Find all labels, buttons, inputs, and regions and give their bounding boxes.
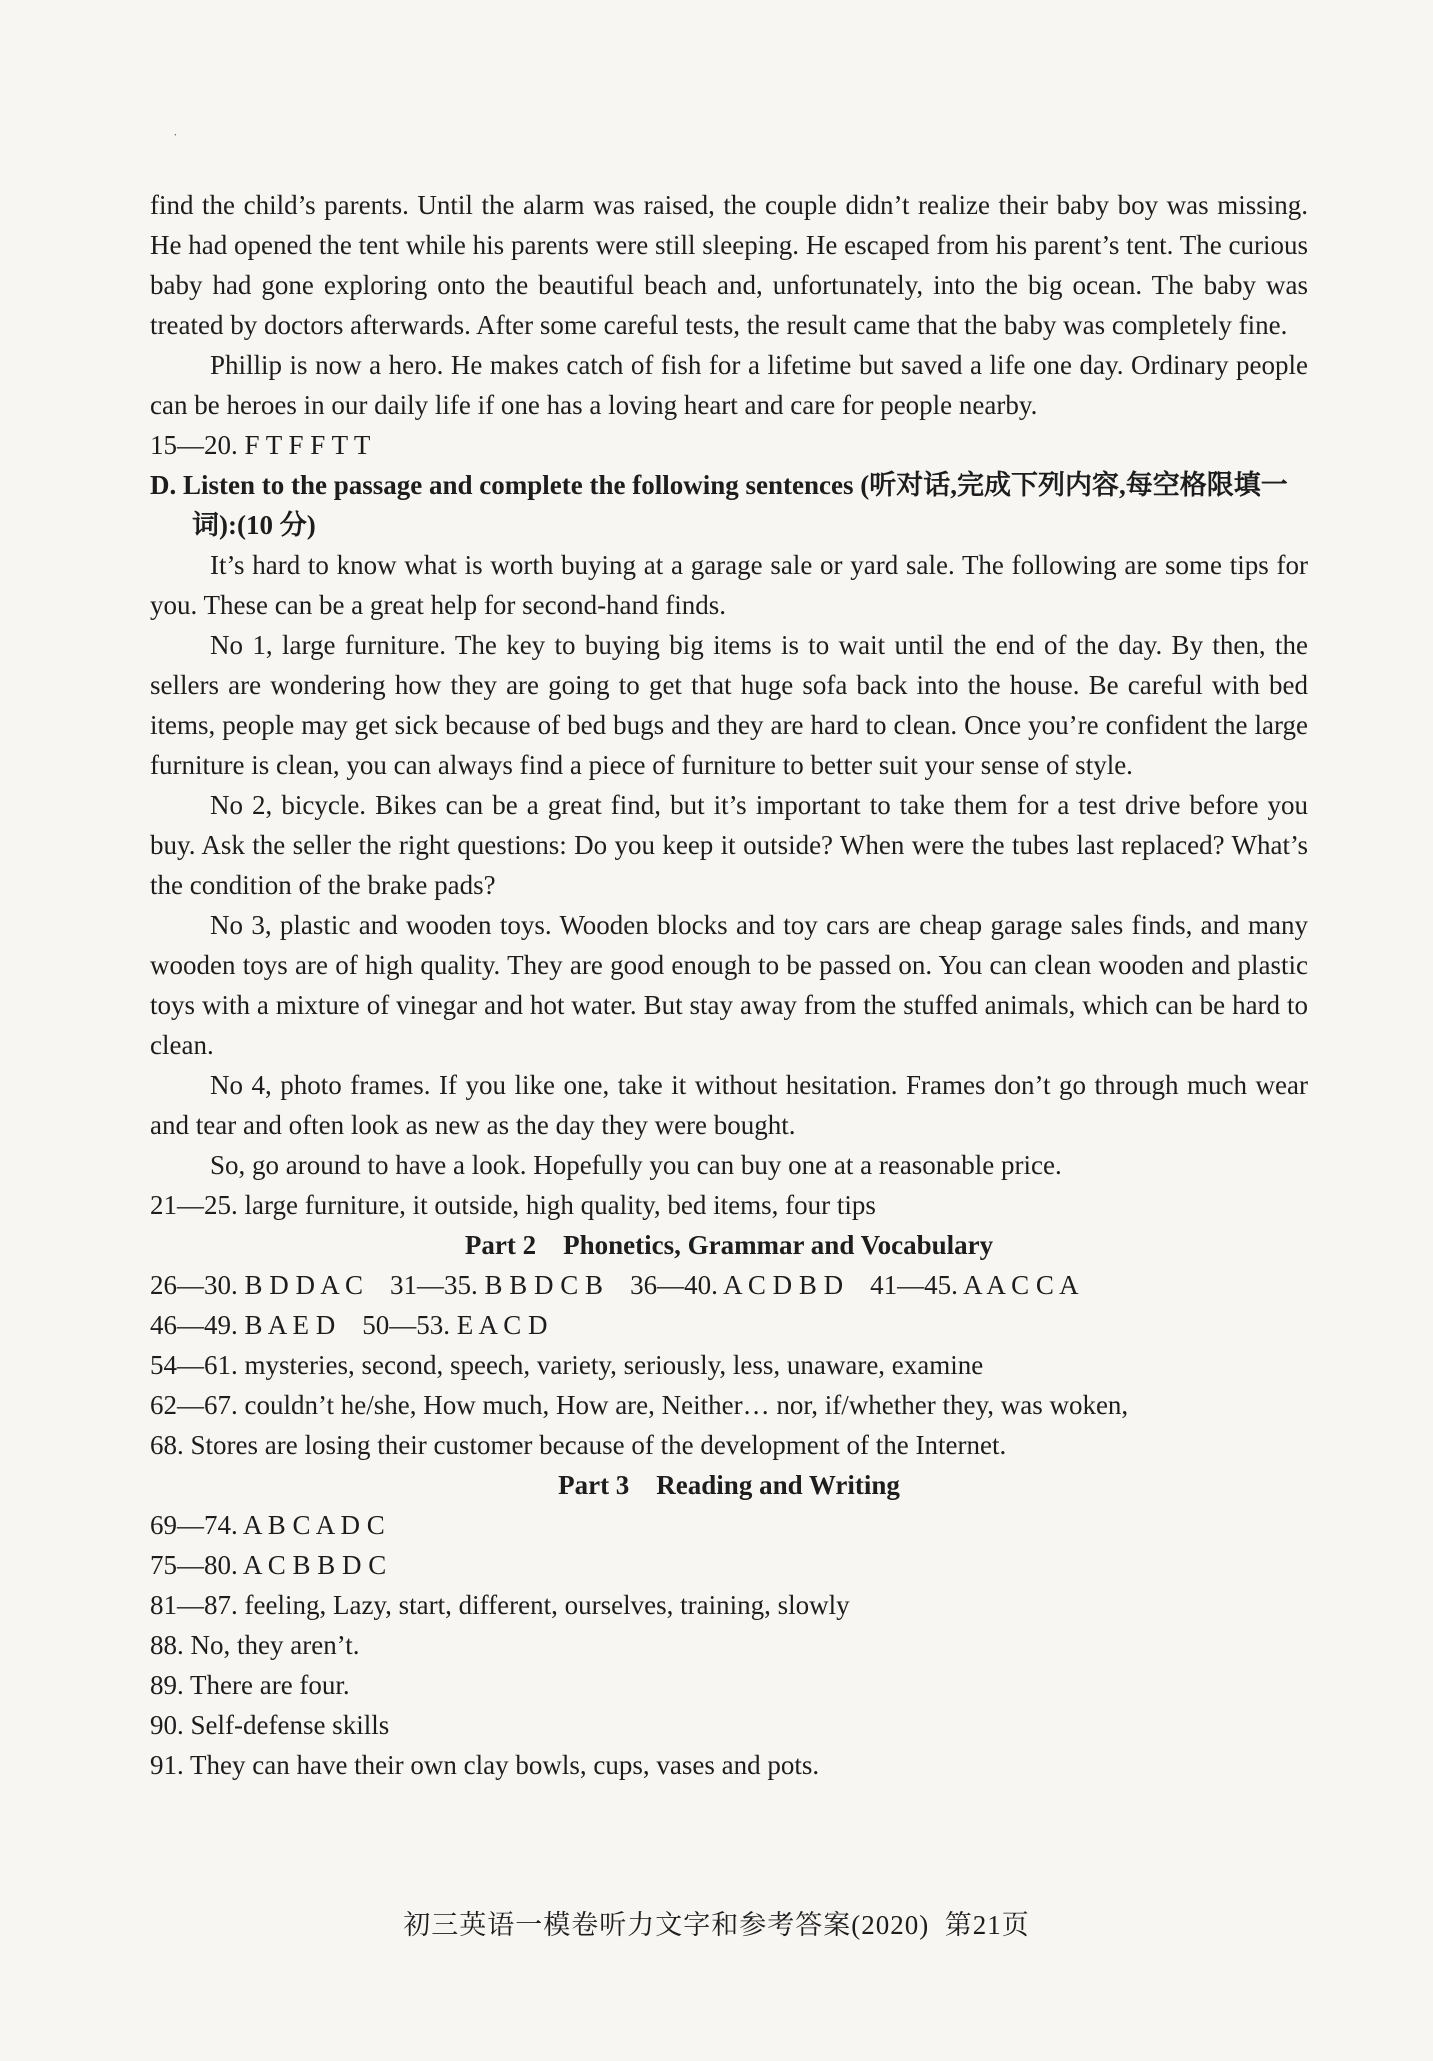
part-3-answer-line: 75—80. A C B B D C xyxy=(150,1550,387,1580)
part-3-answer-line: 88. No, they aren’t. xyxy=(150,1630,360,1660)
part-2-answer-line: 54—61. mysteries, second, speech, variety, seriously, less, unaware, examine xyxy=(150,1350,984,1380)
part-2-answer-line: 46—49. B A E D 50—53. E A C D xyxy=(150,1310,548,1340)
part-2-answer-line: 68. Stores are losing their customer because of the development of the Internet. xyxy=(150,1430,1007,1460)
section-d-paragraph: No 2, bicycle. Bikes can be a great find, but it’s important to take them for a test drive before you buy. Ask the seller the right questions: Do you keep it outside? When were the tubes last replaced? What’s the condition of the brake pads? xyxy=(150,790,1308,900)
section-d-answers: 21—25. large furniture, it outside, high quality, bed items, four tips xyxy=(150,1190,876,1220)
section-c-paragraph-1: find the child’s parents. Until the alarm was raised, the couple didn’t realize their baby boy was missing. He had opened the tent while his parents were still sleeping. He escaped from his parent’s tent. The curious baby had gone exploring onto the beautiful beach and, unfortunately, into the big ocean. The baby was treated by doctors afterwards. After some careful tests, the result came that the baby was completely fine. xyxy=(150,190,1308,340)
part-3-title: Part 3 Reading and Writing xyxy=(558,1470,900,1500)
section-d-paragraph: It’s hard to know what is worth buying at a garage sale or yard sale. The following are some tips for you. These can be a great help for second-hand finds. xyxy=(150,550,1308,620)
page-content xyxy=(150,185,1308,1785)
part-3-answer-line: 91. They can have their own clay bowls, cups, vases and pots. xyxy=(150,1750,820,1780)
page-footer: 初三英语一模卷听力文字和参考答案(2020) 第21页 xyxy=(403,1910,1030,1940)
part-3-answer-line: 90. Self-defense skills xyxy=(150,1710,390,1740)
section-c-answers: 15—20. F T F F T T xyxy=(150,430,371,460)
part-2-answer-line: 26—30. B D D A C 31—35. B B D C B 36—40. A C D B D 41—45. A A C C A xyxy=(150,1270,1079,1300)
part-3-answer-line: 81—87. feeling, Lazy, start, different, ourselves, training, slowly xyxy=(150,1590,850,1620)
scan-mark: ˙ xyxy=(173,132,178,147)
section-d-paragraph: So, go around to have a look. Hopefully you can buy one at a reasonable price. xyxy=(210,1150,1062,1180)
part-3-answer-line: 69—74. A B C A D C xyxy=(150,1510,385,1540)
section-c-paragraph-2: Phillip is now a hero. He makes catch of fish for a lifetime but saved a life one day. Ordinary people can be heroes in our daily life if one has a loving heart and care for people nearby. xyxy=(150,350,1308,420)
section-d-paragraph: No 3, plastic and wooden toys. Wooden blocks and toy cars are cheap garage sales finds, and many wooden toys are of high quality. They are good enough to be passed on. You can clean wooden and plastic toys with a mixture of vinegar and hot water. But stay away from the stuffed animals, which can be hard to clean. xyxy=(150,910,1308,1060)
section-d-heading: D. Listen to the passage and complete the following sentences (听对话,完成下列内容,每空格限填一词):(10 分) xyxy=(150,470,1288,540)
part-2-title: Part 2 Phonetics, Grammar and Vocabulary xyxy=(464,1230,994,1260)
section-d-paragraph: No 1, large furniture. The key to buying big items is to wait until the end of the day. By then, the sellers are wondering how they are going to get that huge sofa back into the house. Be careful with bed items, people may get sick because of bed bugs and they are hard to clean. Once you’re confident the large furniture is clean, you can always find a piece of furniture to better suit your sense of style. xyxy=(150,630,1308,780)
part-2-answer-line: 62—67. couldn’t he/she, How much, How are, Neither… nor, if/whether they, was woken, xyxy=(150,1390,1129,1420)
section-d-paragraph: No 4, photo frames. If you like one, take it without hesitation. Frames don’t go through much wear and tear and often look as new as the day they were bought. xyxy=(150,1070,1308,1140)
part-3-answer-line: 89. There are four. xyxy=(150,1670,350,1700)
